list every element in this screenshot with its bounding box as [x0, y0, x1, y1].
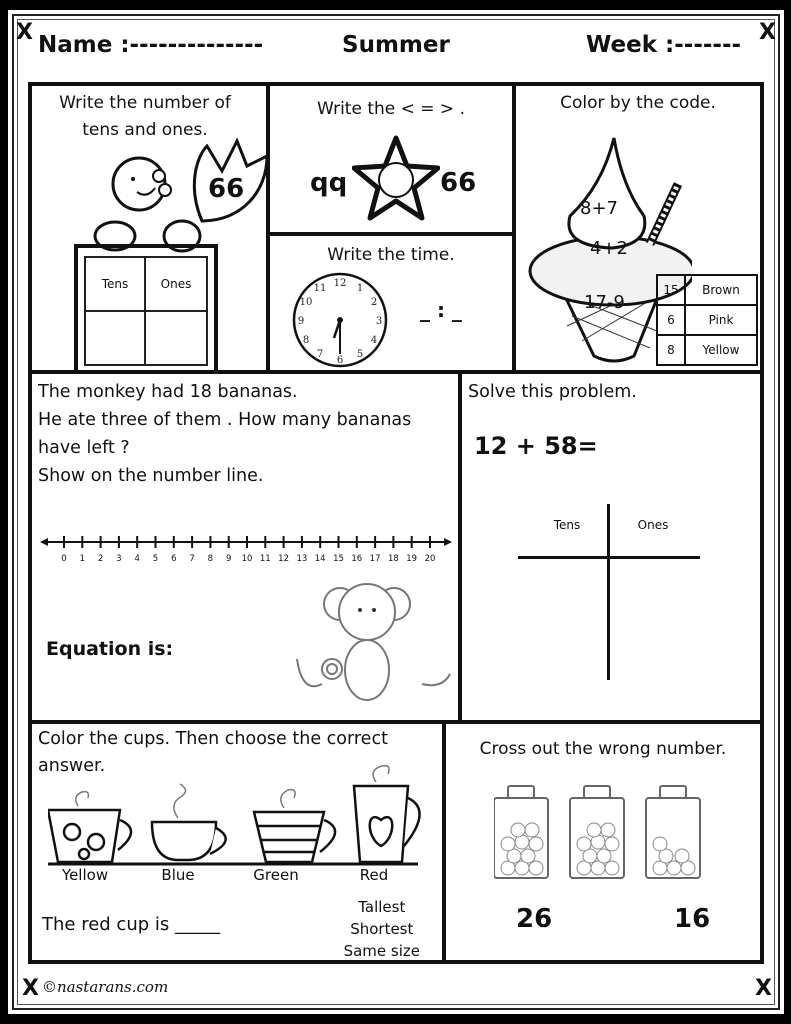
number-line-label: 5 [152, 554, 159, 564]
number-line-label: 10 [241, 554, 253, 564]
jar-number-1[interactable]: 26 [516, 904, 553, 934]
svg-text:11: 11 [313, 283, 327, 294]
svg-text:7: 7 [316, 349, 324, 360]
color-code-instruction: Color by the code. [560, 93, 716, 113]
ones-header-cell: Ones [144, 256, 208, 312]
number-line-label: 1 [79, 554, 86, 564]
cup-label-blue: Blue [161, 866, 195, 884]
number-line-label: 18 [387, 554, 399, 564]
jars-instruction: Cross out the wrong number. [479, 739, 727, 759]
number-line-label: 12 [278, 554, 290, 564]
clock-icon [290, 270, 390, 370]
tens-ones-instruction: Write the number of tens and ones. [59, 93, 231, 140]
blue-cup-icon [152, 822, 216, 860]
choice-shortest[interactable]: Shortest [350, 920, 414, 938]
corner-x-icon: X [16, 20, 33, 45]
corner-x-icon: X [755, 976, 772, 1001]
color-key-row: 6 Pink [657, 305, 757, 335]
cups-section [28, 720, 446, 964]
cup-label-green: Green [253, 866, 299, 884]
solve-tens-answer[interactable] [518, 562, 606, 674]
svg-text:6: 6 [336, 355, 344, 366]
word-problem-text: The monkey had 18 bananas. He ate three of them . How many bananas have left ? Show on the number line. [38, 382, 412, 486]
number-line-label: 4 [134, 554, 140, 564]
tens-header-cell: Tens [84, 256, 146, 312]
number-line-label: 13 [296, 554, 308, 564]
number-line-label: 8 [207, 554, 214, 564]
number-line-label: 14 [314, 554, 326, 564]
name-field[interactable]: Name :-------------- [38, 32, 264, 58]
color-code-section [512, 82, 764, 374]
number-line-label: 20 [424, 554, 436, 564]
svg-text:2: 2 [370, 297, 378, 308]
svg-text:9: 9 [297, 316, 305, 327]
number-line-label: 2 [97, 554, 104, 564]
cups-question[interactable]: The red cup is _____ [42, 914, 220, 935]
jar-number-2[interactable]: 16 [674, 904, 711, 934]
choice-tallest[interactable]: Tallest [358, 898, 406, 916]
scoop-top-expression: 8+7 [580, 198, 618, 219]
tens-ones-number: 66 [208, 174, 245, 204]
number-line-label: 0 [61, 554, 67, 564]
equation-label: Equation is: [46, 638, 174, 660]
compare-right-number: 66 [440, 168, 477, 198]
time-answer-blank[interactable]: _ : _ [420, 298, 462, 322]
star-icon[interactable] [352, 134, 440, 222]
cups-illustration [48, 760, 428, 870]
corner-x-icon: X [759, 20, 776, 45]
number-line[interactable] [40, 532, 452, 572]
choice-same-size[interactable]: Same size [343, 942, 420, 960]
jars-illustration [494, 782, 724, 882]
number-line-label: 19 [406, 554, 418, 564]
svg-text:5: 5 [356, 349, 364, 360]
tens-answer-cell[interactable] [84, 310, 146, 366]
number-line-label: 3 [116, 554, 122, 564]
color-key-table [656, 274, 758, 366]
number-line-label: 15 [333, 554, 344, 564]
color-key-row: 15 Brown [657, 275, 757, 305]
number-line-axis [40, 532, 452, 552]
solve-tens-header: Tens [553, 518, 581, 532]
cups-instruction: Color the cups. Then choose the correct answer. [38, 729, 388, 776]
svg-text:12: 12 [333, 278, 347, 289]
cup-label-yellow: Yellow [61, 866, 109, 884]
color-key-row: 8 Yellow [657, 335, 757, 365]
solve-ones-header: Ones [637, 518, 669, 532]
compare-left-number: qq [310, 168, 348, 198]
dinosaur-icon [87, 154, 207, 254]
svg-text:3: 3 [375, 316, 383, 327]
jars-section [442, 720, 764, 964]
solve-ones-answer[interactable] [612, 562, 700, 674]
solve-instruction: Solve this problem. [468, 382, 637, 402]
cups-choices [344, 896, 420, 962]
compare-instruction: Write the < = > . [317, 99, 465, 119]
number-line-label: 7 [189, 554, 195, 564]
number-line-label: 9 [225, 554, 232, 564]
number-line-label: 6 [171, 554, 177, 564]
solve-chart-vertical [607, 504, 610, 680]
number-line-label: 11 [259, 554, 271, 564]
cup-label-red: Red [359, 866, 389, 884]
svg-text:10: 10 [299, 297, 313, 308]
corner-x-icon: X [22, 976, 39, 1001]
cone-expression: 17-9 [584, 292, 625, 313]
word-problem-section [28, 370, 462, 724]
solve-section [458, 370, 764, 724]
number-line-label: 16 [351, 554, 363, 564]
svg-text:8: 8 [302, 335, 310, 346]
monkey-icon [282, 574, 452, 714]
tens-ones-section [28, 82, 270, 374]
time-instruction: Write the time. [327, 245, 455, 265]
number-line-label: 17 [369, 554, 381, 564]
compare-section [266, 82, 516, 236]
green-cup-icon [254, 812, 324, 862]
solve-problem: 12 + 58= [474, 432, 598, 460]
ones-answer-cell[interactable] [144, 310, 208, 366]
worksheet-page [8, 10, 784, 1014]
svg-text:1: 1 [356, 283, 364, 294]
week-field[interactable]: Week :------- [586, 32, 742, 58]
svg-text:4: 4 [370, 335, 378, 346]
scoop-bottom-expression: 4+2 [590, 238, 628, 259]
time-section [266, 232, 516, 374]
copyright-text: ©nastarans.com [42, 978, 169, 996]
page-title: Summer [342, 32, 450, 58]
